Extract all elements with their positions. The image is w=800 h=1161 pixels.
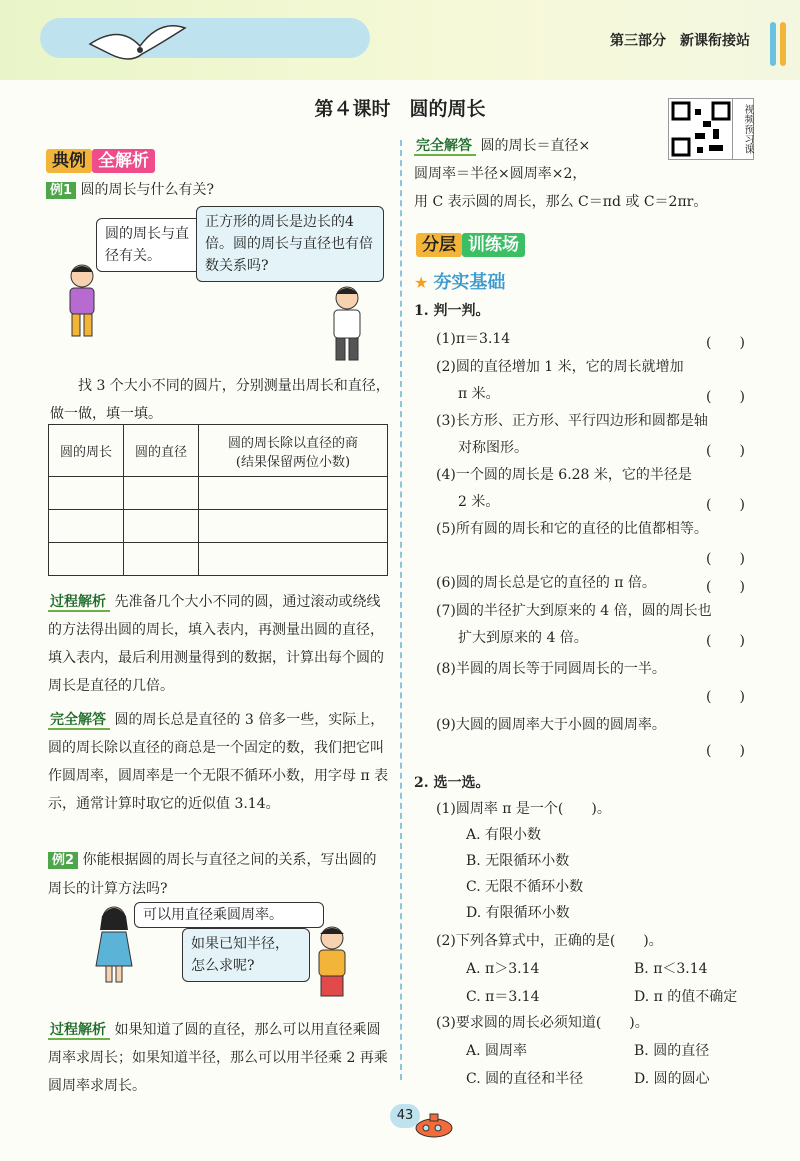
banner-part2: 全解析	[92, 149, 155, 173]
q1-answer-7[interactable]: ( )	[706, 633, 745, 649]
q1-answer-2[interactable]: ( )	[706, 389, 745, 405]
q1-item-6: (6)圆的周长总是它的直径的 π 倍。	[436, 575, 656, 591]
boy-speech-bubble: 圆的周长与直径有关。	[96, 218, 206, 272]
table-cell[interactable]	[49, 477, 124, 510]
q2-3-option-a[interactable]: A. 圆周率	[466, 1043, 528, 1059]
header-bar-blue	[770, 22, 776, 66]
header-bar-orange	[780, 22, 786, 66]
process1-text: 先准备几个大小不同的圆，通过滚动或绕线的方法得出圆的周长，填入表内，再测量出圆的直径，填入表内，最后利用测量得到的数据，计算出每个圆的周长是直径的几倍。	[48, 594, 384, 694]
table-header-quotient-line2: (结果保留两位小数)	[235, 454, 351, 470]
answer2-line1: 圆的周长＝直径×	[480, 138, 591, 154]
q1-answer-4[interactable]: ( )	[706, 497, 745, 513]
table-header-circumference: 圆的周长	[49, 425, 124, 477]
left-banner	[46, 146, 155, 171]
answer2-block	[414, 132, 754, 216]
q1-item-2b: π 米。	[458, 386, 500, 402]
q1-answer-6[interactable]: ( )	[706, 579, 745, 595]
table-cell[interactable]	[124, 510, 199, 543]
submarine-icon	[412, 1108, 458, 1140]
q1-item-3: (3)长方形、正方形、平行四边形和圆都是轴	[436, 413, 708, 429]
answer1-block	[48, 706, 390, 818]
answer1-label: 完全解答	[48, 712, 110, 730]
q1-item-7b: 扩大到原来的 4 倍。	[458, 630, 588, 646]
q2-1-stem: (1)圆周率 π 是一个( )。	[436, 801, 611, 817]
q1-item-8: (8)半圆的周长等于同圆周长的一半。	[436, 661, 666, 677]
q2-1-option-d[interactable]: D. 有限循环小数	[466, 905, 570, 921]
girl-speech-bubble: 可以用直径乘圆周率。	[134, 902, 324, 928]
table-header-quotient-line1: 圆的周长除以直径的商	[227, 435, 358, 451]
q1-answer-9[interactable]: ( )	[706, 743, 745, 759]
star-icon: ★	[414, 273, 429, 292]
subheading-row	[414, 268, 505, 294]
table-cell[interactable]	[199, 510, 388, 543]
example2-tag: 例2	[48, 852, 78, 869]
banner-part1: 典例	[46, 149, 92, 173]
example1-tag: 例1	[46, 182, 76, 199]
example1-instruction: 找 3 个大小不同的圆片，分别测量出周长和直径，做一做，填一填。	[50, 378, 390, 422]
table-cell[interactable]	[49, 543, 124, 576]
qr-tag: 视频预习课	[732, 98, 754, 160]
teacher-character-icon	[324, 284, 370, 362]
answer1-text: 圆的周长总是直径的 3 倍多一些，实际上，圆的周长除以直径的商总是一个固定的数，我们把它叫作圆周率，圆周率是一个无限不循环小数，用字母 π 表示，通常计算时取它的近似值 3.14。	[48, 712, 389, 812]
q1-item-1: (1)π＝3.14	[436, 331, 511, 347]
section-label: 第三部分 新课衔接站	[610, 33, 750, 49]
table-header-quotient	[199, 425, 388, 477]
q1-answer-1[interactable]: ( )	[706, 335, 745, 351]
q1-answer-8[interactable]: ( )	[706, 689, 745, 705]
example1-question: 圆的周长与什么有关?	[80, 182, 215, 198]
q1-answer-5[interactable]: ( )	[706, 551, 745, 567]
q1-answer-3[interactable]: ( )	[706, 443, 745, 459]
q2-2-option-b[interactable]: B. π＜3.14	[634, 961, 708, 977]
process2-label: 过程解析	[48, 1022, 110, 1040]
boy-character-icon	[60, 262, 104, 340]
subheading: 夯实基础	[433, 272, 506, 293]
measure-table	[48, 424, 388, 576]
teacher-speech-bubble: 正方形的周长是边长的4倍。圆的周长与直径也有倍数关系吗?	[196, 206, 384, 282]
banner2-part1: 分层	[416, 233, 462, 257]
q2-2-option-a[interactable]: A. π＞3.14	[466, 961, 540, 977]
table-cell[interactable]	[49, 510, 124, 543]
table-row	[49, 510, 388, 543]
q1-title: 1. 判一判。	[414, 303, 490, 319]
q2-2-stem: (2)下列各算式中，正确的是( )。	[436, 933, 663, 949]
q2-2-option-d[interactable]: D. π 的值不确定	[634, 989, 738, 1005]
q2-1-option-a[interactable]: A. 有限小数	[466, 827, 542, 843]
kid-speech-bubble: 如果已知半径，怎么求呢?	[182, 928, 310, 982]
right-banner	[416, 230, 525, 255]
table-header-diameter: 圆的直径	[124, 425, 199, 477]
q2-title: 2. 选一选。	[414, 775, 490, 791]
example2-question: 你能根据圆的周长与直径之间的关系，写出圆的周长的计算方法吗?	[48, 852, 377, 897]
table-cell[interactable]	[199, 477, 388, 510]
q2-3-option-b[interactable]: B. 圆的直径	[634, 1043, 710, 1059]
answer2-line3: 用 C 表示圆的周长，那么 C＝πd 或 C＝2πr。	[414, 194, 708, 210]
table-cell[interactable]	[199, 543, 388, 576]
banner2-part2: 训练场	[462, 233, 525, 257]
q1-item-7: (7)圆的半径扩大到原来的 4 倍，圆的周长也	[436, 603, 712, 619]
q2-3-option-c[interactable]: C. 圆的直径和半径	[466, 1071, 584, 1087]
process2-text: 如果知道了圆的直径，那么可以用直径乘圆周率求周长；如果知道半径，那么可以用半径乘 2 再乘圆周率求周长。	[48, 1022, 388, 1094]
q1-item-9: (9)大圆的圆周率大于小圆的圆周率。	[436, 717, 666, 733]
table-row	[49, 477, 388, 510]
process2-block	[48, 1016, 392, 1100]
q1-item-2: (2)圆的直径增加 1 米，它的周长就增加	[436, 359, 684, 375]
kid-character-icon	[310, 924, 354, 1004]
bird-illustration-icon	[80, 14, 190, 74]
page-number: 43	[390, 1104, 420, 1128]
q2-2-option-c[interactable]: C. π＝3.14	[466, 989, 540, 1005]
table-cell[interactable]	[124, 477, 199, 510]
answer2-label: 完全解答	[414, 138, 476, 156]
answer2-line2: 圆周率＝半径×圆周率×2，	[414, 166, 587, 182]
column-divider	[400, 140, 402, 1080]
table-row	[49, 543, 388, 576]
q2-1-option-c[interactable]: C. 无限不循环小数	[466, 879, 584, 895]
answer2-line1-row	[414, 132, 754, 160]
table-cell[interactable]	[124, 543, 199, 576]
q2-3-stem: (3)要求圆的周长必须知道( )。	[436, 1015, 649, 1031]
q1-item-4: (4)一个圆的周长是 6.28 米，它的半径是	[436, 467, 692, 483]
girl-character-icon	[92, 904, 136, 984]
process1-label: 过程解析	[48, 594, 110, 612]
example1-line	[46, 176, 214, 205]
example2-line	[48, 846, 390, 903]
q1-item-4b: 2 米。	[458, 494, 500, 510]
q1-item-5: (5)所有圆的周长和它的直径的比值都相等。	[436, 521, 708, 537]
q2-3-option-d[interactable]: D. 圆的圆心	[634, 1071, 710, 1087]
process1-block	[48, 588, 390, 700]
lesson-title: 第４课时 圆的周长	[314, 98, 486, 120]
q1-item-3b: 对称图形。	[458, 440, 528, 456]
q2-1-option-b[interactable]: B. 无限循环小数	[466, 853, 570, 869]
